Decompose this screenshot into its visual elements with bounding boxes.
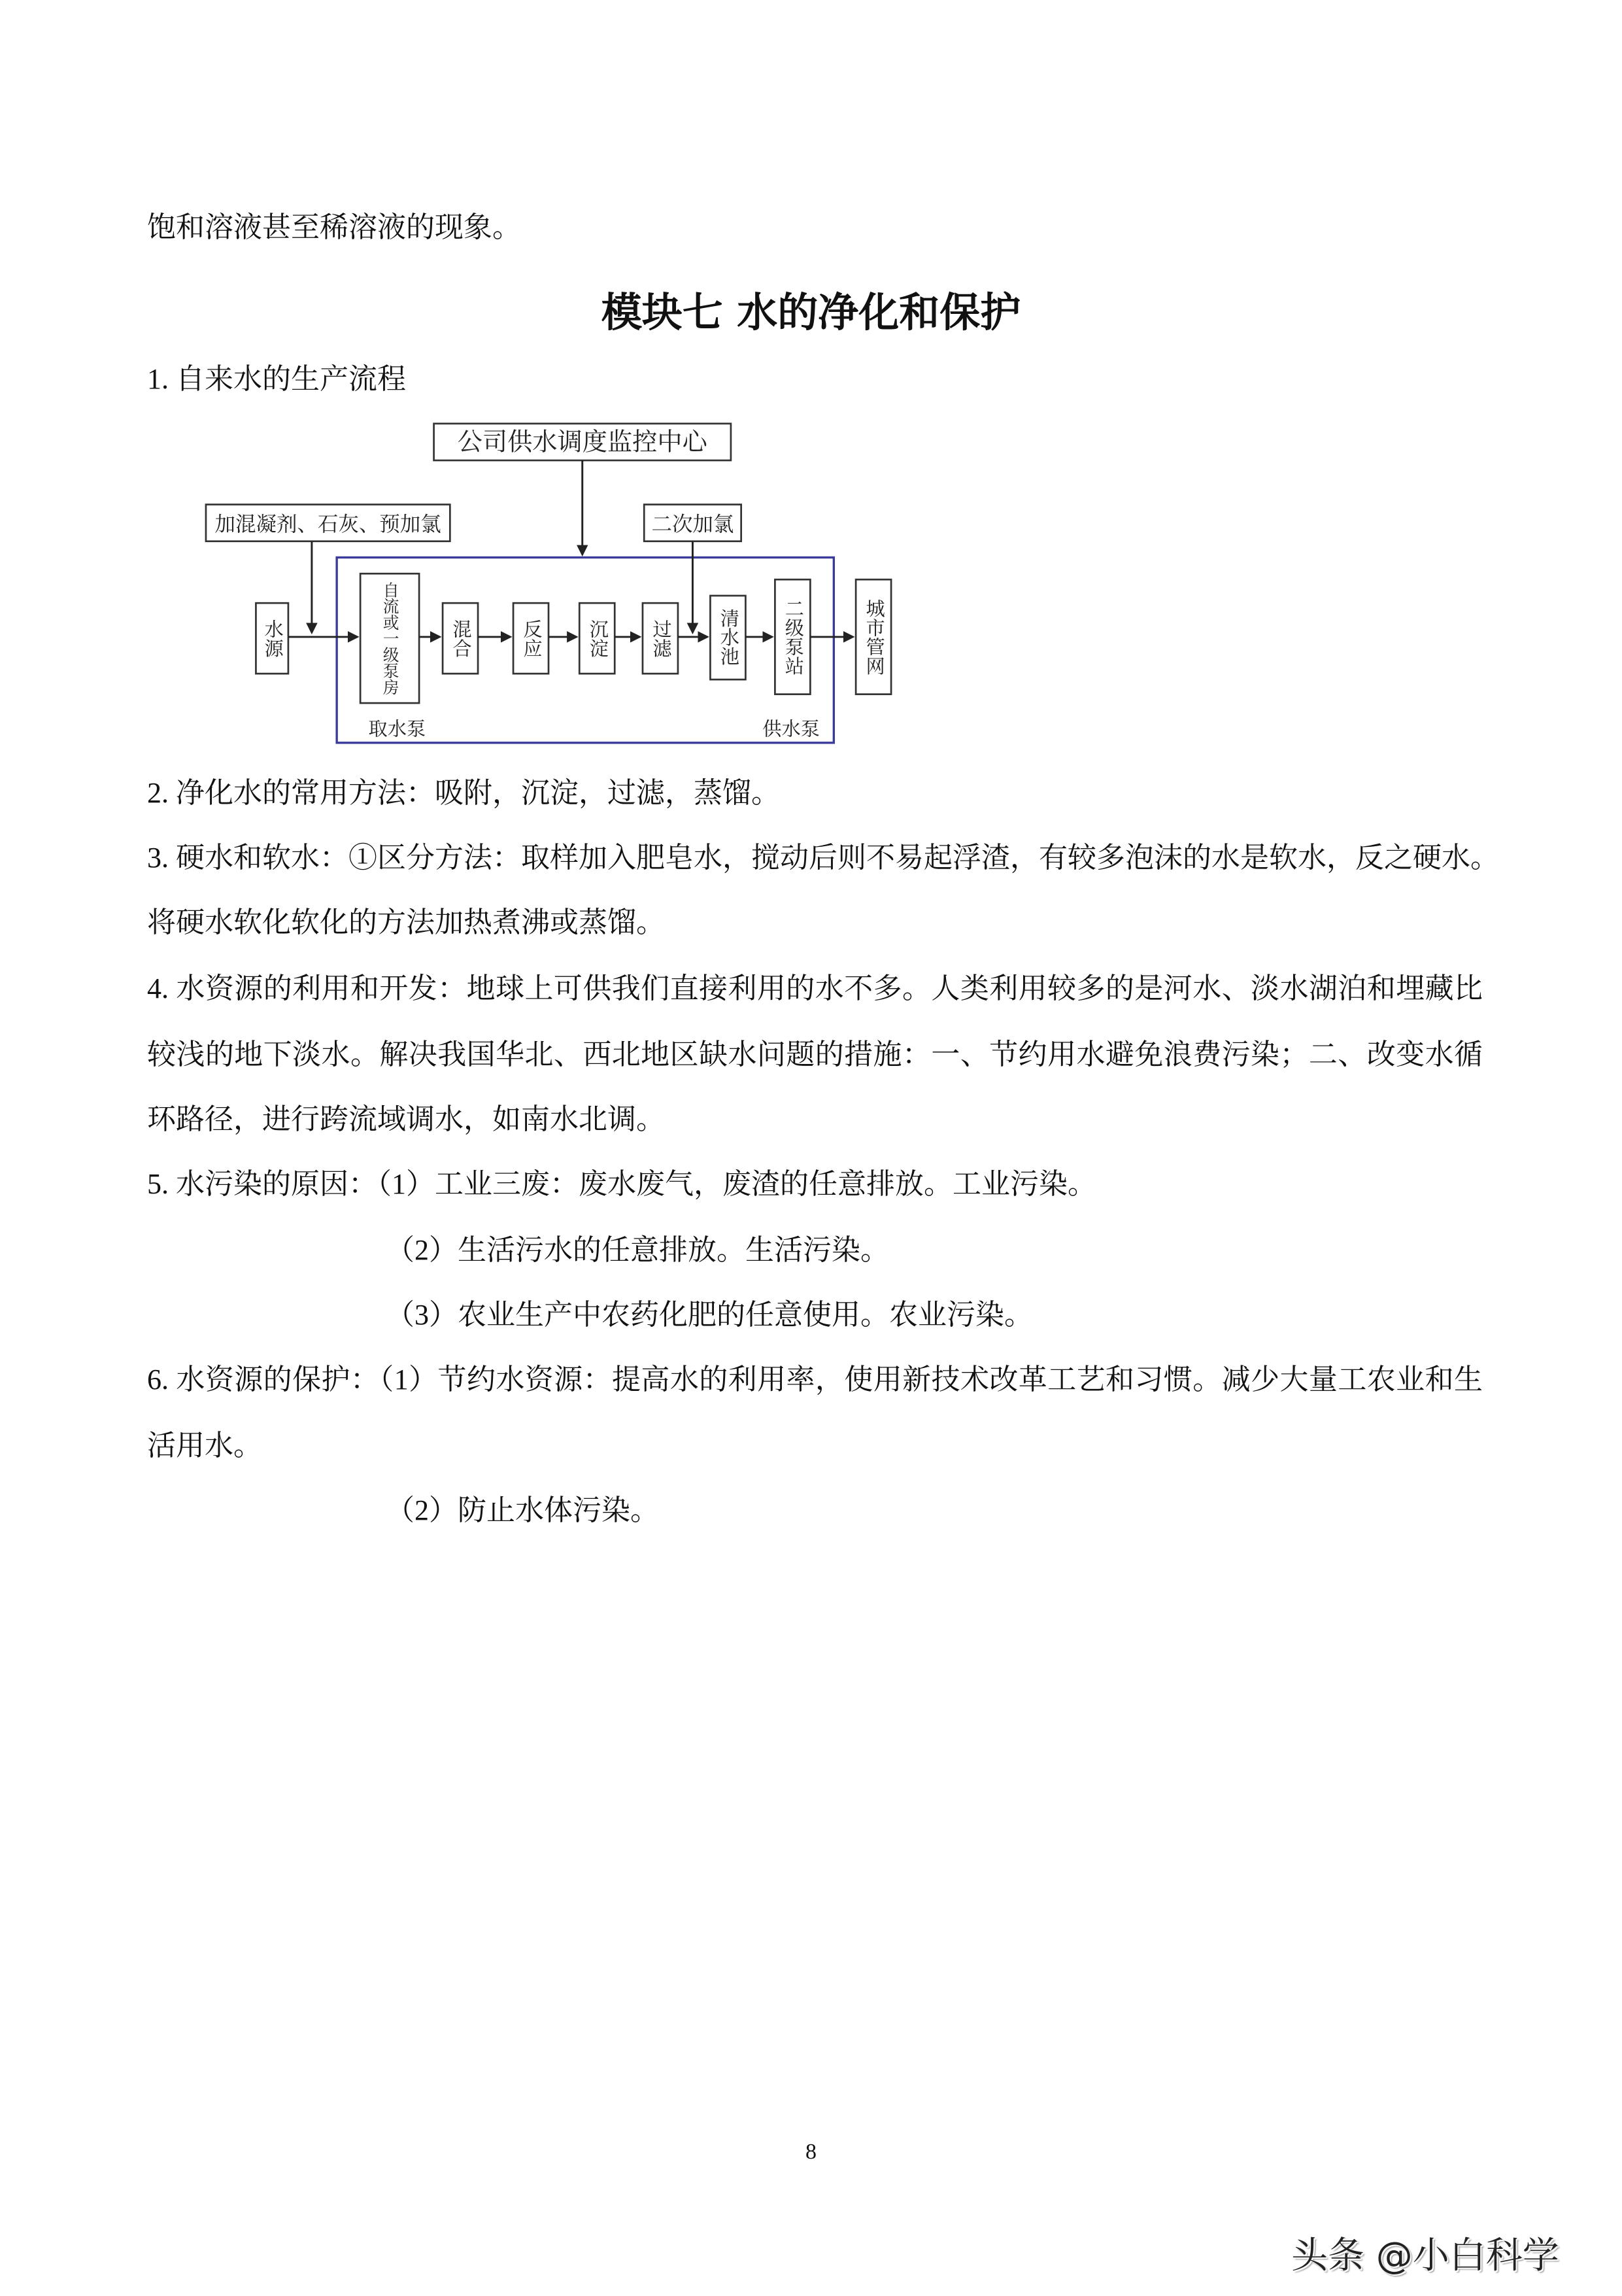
step-label-city-network: 城市管网	[863, 598, 885, 676]
watermark: 头条 @小白科学	[1291, 2235, 1559, 2277]
control-center-label: 公司供水调度监控中心	[457, 428, 707, 456]
item-6-line-2: 活用水。	[147, 1430, 262, 1462]
supply-pump-label: 供水泵	[762, 719, 820, 740]
item-5-line-2: （2）生活污水的任意排放。生活污染。	[386, 1234, 889, 1266]
item-2: 2. 净化水的常用方法：吸附，沉淀，过滤，蒸馏。	[147, 777, 780, 809]
step-label-secondary-pump: 二级泵站	[782, 598, 803, 676]
item-4-line-3: 环路径，进行跨流域调水，如南水北调。	[147, 1103, 665, 1135]
step-label-clear-water-tank: 清水池	[717, 608, 739, 666]
page-number: 8	[805, 2140, 817, 2164]
additives-label: 加混凝剂、石灰、预加氯	[214, 512, 441, 536]
item-5-line-1: 5. 水污染的原因：（1）工业三废：废水废气，废渣的任意排放。工业污染。	[147, 1168, 1096, 1200]
item-4-line-2: 较浅的地下淡水。解决我国华北、西北地区缺水问题的措施：一、节约用水避免浪费污染；二、改变水循	[147, 1038, 1483, 1071]
step-label-pumphouse: 自流或一级泵房	[380, 581, 399, 695]
step-label-reaction: 反应	[520, 619, 542, 658]
secondary-chlorine-label: 二次加氯	[651, 512, 734, 536]
step-label-source: 水源	[262, 619, 283, 658]
section-title: 模块七 水的净化和保护	[601, 288, 1021, 336]
continuation-text: 饱和溶液甚至稀溶液的现象。	[147, 211, 521, 243]
item-3-line-2: 将硬水软化软化的方法加热煮沸或蒸馏。	[147, 906, 665, 938]
item-4-line-1: 4. 水资源的利用和开发：地球上可供我们直接利用的水不多。人类利用较多的是河水、淡水湖泊和埋藏比	[147, 972, 1483, 1004]
item-6-line-1: 6. 水资源的保护：（1）节约水资源：提高水的利用率，使用新技术改革工艺和习惯。减少大量工农业和生	[147, 1363, 1483, 1396]
step-label-mixing: 混合	[450, 619, 471, 658]
intake-pump-label: 取水泵	[368, 719, 426, 740]
step-label-filtration: 过滤	[649, 619, 671, 658]
item-1: 1. 自来水的生产流程	[147, 363, 406, 395]
step-label-sedimentation: 沉淀	[586, 619, 608, 658]
item-3-line-1: 3. 硬水和软水：①区分方法：取样加入肥皂水，搅动后则不易起浮渣，有较多泡沫的水是软水，反之硬水。	[147, 842, 1499, 874]
item-5-line-3: （3）农业生产中农药化肥的任意使用。农业污染。	[386, 1299, 1033, 1331]
item-6-line-3: （2）防止水体污染。	[386, 1494, 659, 1526]
